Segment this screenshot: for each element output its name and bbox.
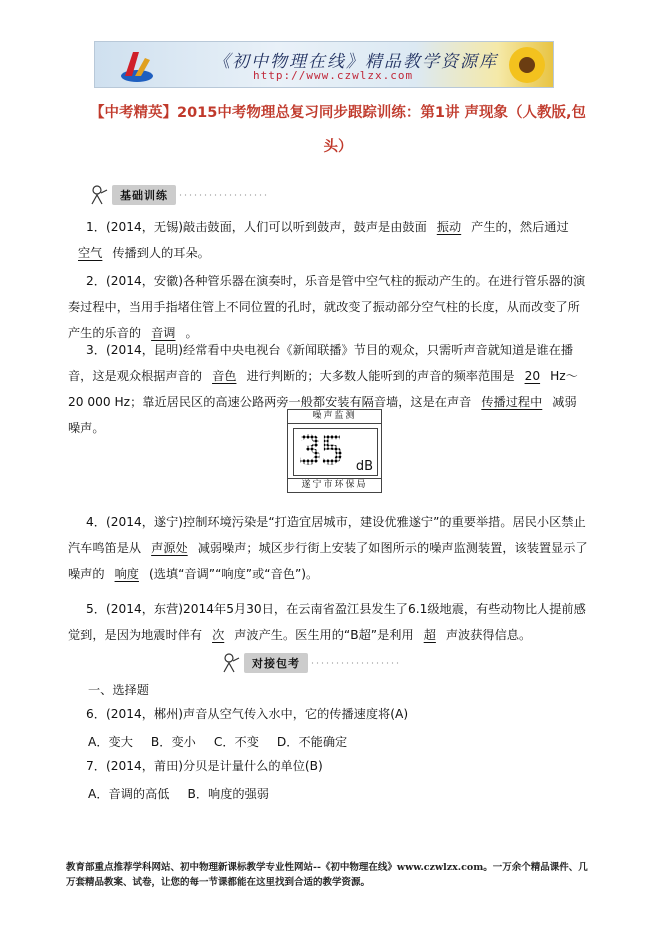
page-footer: 教育部重点推荐学科网站、初中物理新课标教学专业性网站--《初中物理在线》www.czwlzx.com。一万余个精品课件、几万套精品教案、试卷，让您的每一节课都能在这里找到合适的教学资源。: [66, 862, 588, 888]
question-5: 5．(2014，东营)2014年5月30日，在云南省盈江县发生了6.1级地震，有些动物比人提前感觉到，是因为地震时伴有 次 声波产生。医生用的“B超”是利用 超 声波获得信息。: [68, 602, 586, 642]
document-title: 【中考精英】2015中考物理总复习同步跟踪训练：第1讲 声现象（人教版,包头）: [90, 105, 586, 155]
section-baotou-exam: [220, 652, 400, 674]
student-figure-icon: [220, 652, 242, 674]
answer-blank: 20: [524, 369, 541, 383]
section-basic-label: 基础训练: [112, 185, 176, 205]
answer-blank: 响度: [114, 567, 139, 581]
section-baotou-label: 对接包考: [244, 653, 308, 673]
dotted-divider: [310, 662, 400, 664]
sunflower-icon: [507, 45, 547, 85]
dotted-divider: [178, 194, 268, 196]
header-banner: [94, 41, 554, 88]
city-label: 莆田: [153, 759, 179, 773]
option-d: D．不能确定: [276, 735, 348, 749]
answer-blank: 音调: [151, 326, 176, 340]
option-a: A．变大: [88, 735, 133, 749]
answer-blank: 振动: [436, 220, 462, 234]
meter-top-label: 噪声监测: [288, 410, 381, 424]
answer-blank: 音色: [212, 369, 237, 383]
question-7-options: [88, 785, 269, 802]
answer-blank: 空气: [78, 246, 103, 260]
question-6-options: [88, 733, 347, 750]
answer-blank: 声源处: [151, 541, 188, 555]
option-c: C．不变: [213, 735, 259, 749]
question-2: 2．(2014，安徽)各种管乐器在演奏时，乐音是管中空气柱的振动产生的。在进行管乐器的演奏过程中，当用手指堵住管上不同位置的孔时，就改变了振动部分空气柱的长度，从而改变了所产生的乐音的 音调 。: [68, 274, 586, 340]
noise-monitor-figure: [287, 409, 382, 493]
option-a: A．音调的高低: [88, 787, 170, 801]
meter-screen: [293, 428, 378, 476]
answer-blank: 超: [423, 628, 436, 642]
meter-bottom-label: 遂宁市环保局: [288, 478, 381, 492]
city-label: 遂宁: [153, 515, 179, 529]
city-label: 东营: [153, 602, 179, 616]
section-basic-training: [88, 184, 268, 206]
question-6: 6．(2014，郴州)声音从空气传入水中，它的传播速度将(A): [86, 707, 409, 721]
banner-url[interactable]: http://www.czwlzx.com: [253, 69, 414, 82]
city-label: 昆明: [153, 343, 179, 357]
city-label: 郴州: [153, 707, 179, 721]
meter-unit: dB: [355, 459, 373, 474]
meter-reading: 35: [298, 428, 343, 474]
part-one-heading: 一、选择题: [88, 683, 149, 697]
question-3: 3．(2014，昆明)经常看中央电视台《新闻联播》节目的观众，只需听声音就知道是谁在播音，这是观众根据声音的 音色 进行判断的；大多数人能听到的声音的频率范围是 20 Hz～20 000 Hz；靠近居民区的高速公路两旁一般都安装有隔音墙，这是在声音 传播过程中 减弱噪声。: [68, 343, 578, 435]
question-7: 7．(2014，莆田)分贝是计量什么的单位(B): [86, 759, 323, 773]
banner-title: 《初中物理在线》精品教学资源库: [213, 52, 498, 72]
site-logo-icon: [119, 46, 155, 84]
student-figure-icon: [88, 184, 110, 206]
answer-blank: 传播过程中: [481, 395, 543, 409]
option-b: B．变小: [150, 735, 196, 749]
city-label: 安徽: [153, 274, 179, 288]
answer-blank: 次: [212, 628, 225, 642]
option-b: B．响度的强弱: [187, 787, 269, 801]
city-label: 无锡: [153, 220, 179, 234]
question-1: 1．(2014，无锡)敲击鼓面，人们可以听到鼓声，鼓声是由鼓面 振动 产生的，然后通过空气 传播到人的耳朵。: [68, 214, 588, 266]
question-4: 4．(2014，遂宁)控制环境污染是“打造宜居城市，建设优雅遂宁”的重要举措。居民小区禁止汽车鸣笛是从 声源处 减弱噪声；城区步行街上安装了如图所示的噪声监测装置，该装置显示了噪声的 响度 (选填“音调”“响度”或“音色”)。: [68, 515, 588, 581]
